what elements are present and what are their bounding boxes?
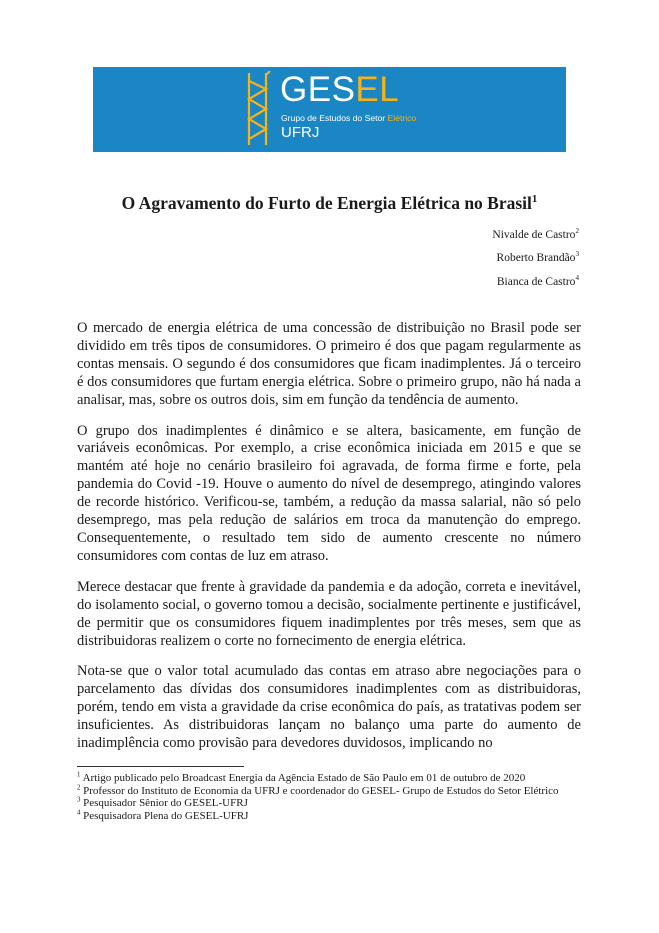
author-1: Nivalde de Castro$^2$ <box>492 227 579 241</box>
paragraph-2: O grupo dos inadimplentes é dinâmico e se altera, basicamente, em função de variáveis econômicas. Por exemplo, a crise econômica iniciada em 2015 e que se mantém até hoje no cenário brasileiro foi agravada, de forma firme e forte, pela pandemia do Covid -19. Houve o aumento do nível de desemprego, atingindo valores de recorde histórico. Verificou-se, também, a redução da massa salarial, não só pelo desemprego, mas pela redução de salários em troca da manutenção do emprego. Consequentemente, o resultado tem sido de aumento crescente no número consumidores com contas de luz em atraso. <box>77 422 581 564</box>
document-title: O Agravamento do Furto de Energia Elétrica no Brasil$^1$ <box>121 193 538 213</box>
footnote-2: $^2$ Professor do Instituto de Economia da UFRJ e coordenador do GESEL- Grupo de Estudos do Setor Elétrico <box>77 783 559 797</box>
author-2: Roberto Brandão$^3$ <box>496 250 579 264</box>
footnote-3: $^3$ Pesquisador Sênior do GESEL-UFRJ <box>77 796 248 810</box>
footnote-4: $^4$ Pesquisadora Plena do GESEL-UFRJ <box>77 809 249 822</box>
logo-wordmark: GESEL <box>280 70 400 109</box>
author-3: Bianca de Castro$^4$ <box>496 274 579 288</box>
footnote-separator <box>77 766 244 767</box>
header-banner <box>93 67 566 152</box>
logo-subtitle: Grupo de Estudos do Setor Elétrico <box>281 113 417 123</box>
title-footnote-mark: 1 <box>531 193 538 206</box>
article-body <box>77 320 581 766</box>
transmission-tower-icon <box>246 71 272 147</box>
footnotes <box>77 772 587 822</box>
paragraph-3: Merece destacar que frente à gravidade da pandemia e da adoção, correta e inevitável, do isolamento social, o governo tomou a decisão, socialmente pertinente e justificável, de permitir que os consumidores fiquem inadimplentes por três meses, sem que as distribuidoras realizem o corte no fornecimento de energia elétrica. <box>77 578 581 649</box>
footnote-1: $^1$ Artigo publicado pelo Broadcast Energia da Agência Estado de São Paulo em 01 de outubro de 2020 <box>77 771 526 784</box>
logo-institution: UFRJ <box>281 124 320 141</box>
paragraph-1: O mercado de energia elétrica de uma concessão de distribuição no Brasil pode ser dividido em três tipos de consumidores. O primeiro é dos que pagam regularmente as contas mensais. O segundo é dos consumidores que ficam inadimplentes. Já o terceiro é dos consumidores que furtam energia elétrica. Sobre o primeiro grupo, não há nada a analisar, mas, sobre os outros dois, sim em função da tendência de aumento. <box>77 320 581 408</box>
paragraph-4: Nota-se que o valor total acumulado das contas em atraso abre negociações para o parcelamento das dívidas dos consumidores inadimplentes com as distribuidoras, porém, tendo em vista a gravidade da crise econômica do país, as tratativas podem ser insuficientes. As distribuidoras lançam no balanço uma parte do aumento de inadimplência como provisão para devedores duvidosos, implicando no <box>77 663 581 752</box>
